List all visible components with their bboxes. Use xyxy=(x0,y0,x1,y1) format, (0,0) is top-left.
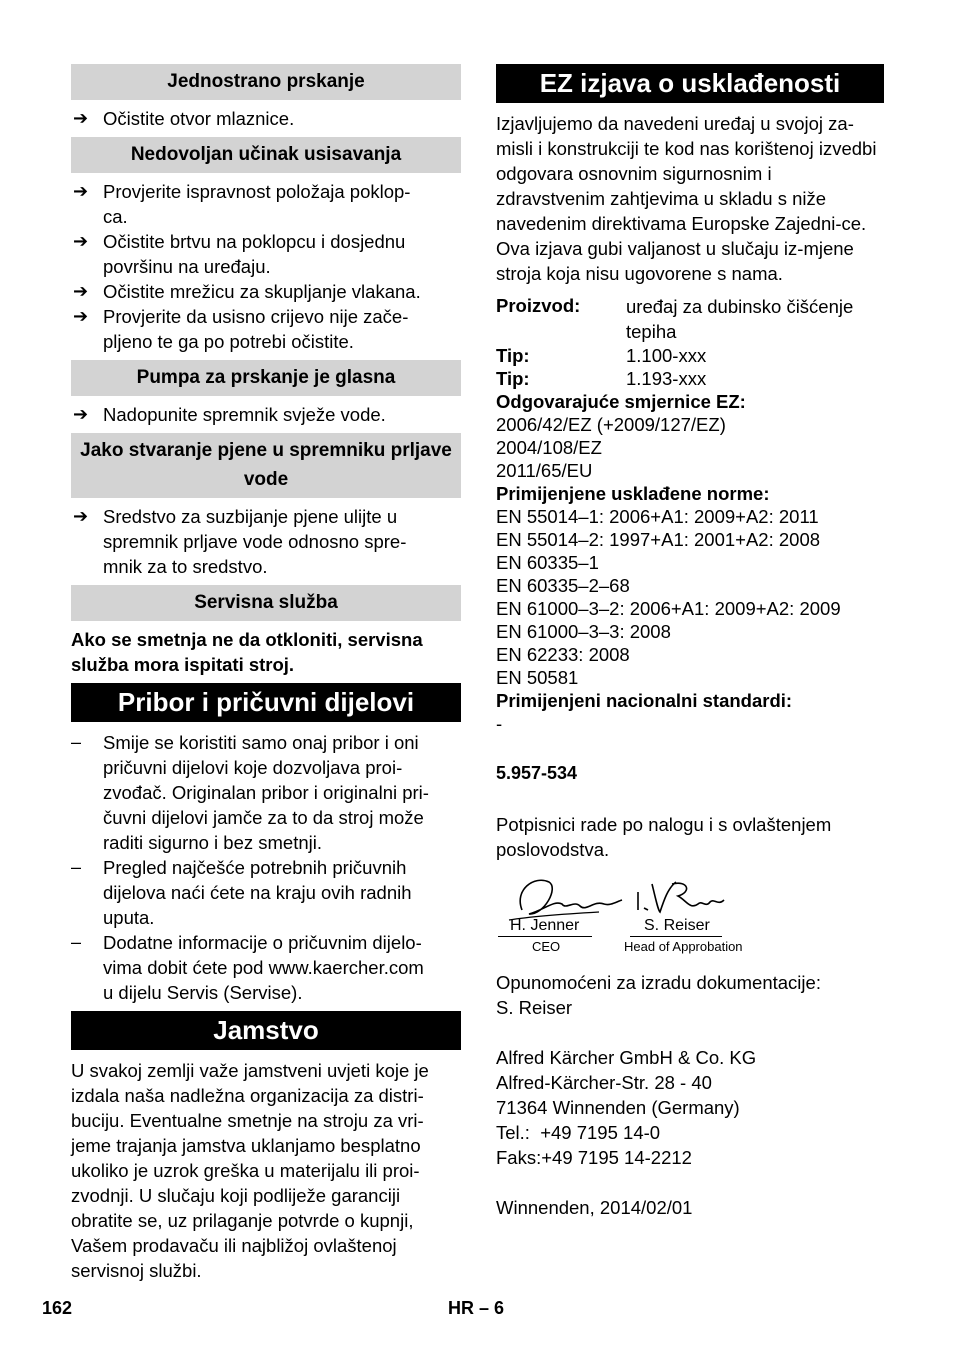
norms-label: Primijenjene usklađene norme: xyxy=(496,483,770,504)
list-item: – Dodatne informacije o pričuvnim dijelo- vima dobit ćete pod www.kaercher.com u dijelu Servis (Servise). xyxy=(71,932,424,1003)
list-item: ➔ Nadopunite spremnik svježe vode. xyxy=(73,404,386,425)
signer1-name: H. Jenner xyxy=(510,917,580,934)
company-street: Alfred-Kärcher-Str. 28 - 40 xyxy=(496,1072,712,1093)
section-title-service: Servisna služba xyxy=(71,585,461,621)
list-pump-loud xyxy=(71,402,461,427)
list-item: ➔ Provjerite da usisno crijevo nije zače- pljeno te ga po potrebi očistite. xyxy=(73,306,409,352)
signature-line xyxy=(498,936,592,937)
type-value: 1.100-xxx xyxy=(626,345,707,366)
directive-line: 2004/108/EZ xyxy=(496,437,602,458)
language-page-marker: HR – 6 xyxy=(448,1298,505,1318)
declaration-intro: Izjavljujemo da navedeni uređaj u svojoj za-misli i konstrukciji te kod nas korištenoj izvedbi odgovara osnovnim sigurnosnim i zdravstvenim zahtjevima u skladu s niže navedenim direktivama Europske Zajedni-ce. Ova izjava gubi valjanost u slučaju iz-mjene stroja koja nisu ugovorene s nama. xyxy=(496,113,877,284)
list-accessories xyxy=(71,730,461,1005)
directives-label: Odgovarajuće smjernice EZ: xyxy=(496,391,746,412)
dash-marker: – xyxy=(71,732,82,752)
section-title-pump-loud: Pumpa za prskanje je glasna xyxy=(71,360,461,396)
directive-line: 2006/42/EZ (+2009/127/EZ) xyxy=(496,414,726,435)
norm-line: EN 60335–1 xyxy=(496,552,599,573)
norm-line: EN 62233: 2008 xyxy=(496,644,630,665)
type-label: Tip: xyxy=(496,368,530,389)
arrow-right-icon: ➔ xyxy=(73,281,89,301)
section-title-foam: Jako stvaranje pjene u spremniku prljave vode xyxy=(71,433,461,498)
product-row xyxy=(496,294,884,344)
type-value: 1.193-xxx xyxy=(626,368,707,389)
product-value: uređaj za dubinsko čišćenje tepiha xyxy=(626,296,854,342)
arrow-right-icon: ➔ xyxy=(73,506,89,526)
list-suction xyxy=(71,179,461,354)
arrow-right-icon: ➔ xyxy=(73,231,89,251)
warranty-text: U svakoj zemlji važe jamstveni uvjeti koje je izdala naša nadležna organizacija za distri-buciju. Eventualne smetnje na stroju za vri-jeme trajanja jamstva uklanjamo besplatno ukoliko je uzrok greška u materijalu ili proi-zvodnji. U slučaju koji podliježe garanciji obratite se, uz prilaganje potvrde o kupnji, Vašem prodavaču ili najbližoj ovlaštenoj servisnoj službi. xyxy=(71,1060,429,1281)
heading-accessories: Pribor i pričuvni dijelovi xyxy=(71,683,461,722)
norm-line: EN 61000–3–3: 2008 xyxy=(496,621,671,642)
list-item: ➔ Sredstvo za suzbijanje pjene ulijte u spremnik prljave vode odnosno spre- mnik za to sredstvo. xyxy=(73,506,407,577)
company-fax: Faks:+49 7195 14-2212 xyxy=(496,1147,692,1168)
type-row-1 xyxy=(496,344,884,367)
declaration-spec xyxy=(496,294,884,735)
list-item: – Smije se koristiti samo onaj pribor i oni pričuvni dijelovi koje dozvoljava proi- zvođač. Originalan pribor i originalni pri- čuvni dijelovi jamče za to da stroj može raditi sigurno i bez smetnji. xyxy=(71,732,429,853)
norm-line: EN 50581 xyxy=(496,667,579,688)
dash-marker: – xyxy=(71,932,82,952)
place-date: Winnenden, 2014/02/01 xyxy=(496,1197,693,1218)
signer1-role: CEO xyxy=(532,939,561,954)
document-number: 5.957-534 xyxy=(496,763,578,783)
documentation-name: S. Reiser xyxy=(496,997,573,1018)
norm-line: EN 55014–1: 2006+A1: 2009+A2: 2011 xyxy=(496,506,819,527)
type-label: Tip: xyxy=(496,345,530,366)
national-standards-value: - xyxy=(496,713,503,734)
signer2-name: S. Reiser xyxy=(644,917,710,934)
arrow-right-icon: ➔ xyxy=(73,108,89,128)
signers-text: Potpisnici rade po nalogu i s ovlaštenjem poslovodstva. xyxy=(496,814,832,860)
company-name: Alfred Kärcher GmbH & Co. KG xyxy=(496,1047,757,1068)
section-title-suction: Nedovoljan učinak usisavanja xyxy=(71,137,461,173)
list-one-sided-spray xyxy=(71,106,461,131)
left-column xyxy=(71,64,461,1289)
type-row-2 xyxy=(496,367,884,390)
national-standards-label: Primijenjeni nacionalni standardi: xyxy=(496,690,793,711)
heading-ec-declaration: EZ izjava o usklađenosti xyxy=(496,64,884,103)
section-title-one-sided-spray: Jednostrano prskanje xyxy=(71,64,461,100)
directive-line: 2011/65/EU xyxy=(496,460,593,481)
arrow-right-icon: ➔ xyxy=(73,306,89,326)
documentation-label: Opunomoćeni za izradu dokumentacije: xyxy=(496,972,821,993)
list-item: – Pregled najčešće potrebnih pričuvnih dijelova naći ćete na kraju ovih radnih uputa. xyxy=(71,857,412,928)
signatures xyxy=(496,870,884,970)
product-label: Proizvod: xyxy=(496,295,581,316)
heading-warranty: Jamstvo xyxy=(71,1011,461,1050)
norm-line: EN 55014–2: 1997+A1: 2001+A2: 2008 xyxy=(496,529,821,550)
arrow-right-icon: ➔ xyxy=(73,181,89,201)
arrow-right-icon: ➔ xyxy=(73,404,89,424)
company-city: 71364 Winnenden (Germany) xyxy=(496,1097,740,1118)
service-text: Ako se smetnja ne da otkloniti, servisna služba mora ispitati stroj. xyxy=(71,629,423,675)
dash-marker: – xyxy=(71,857,82,877)
list-item: ➔ Očistite brtvu na poklopcu i dosjednu površinu na uređaju. xyxy=(73,231,406,277)
right-column xyxy=(496,64,884,1220)
signer2-role: Head of Approbation xyxy=(624,939,743,954)
norm-line: EN 60335–2–68 xyxy=(496,575,630,596)
list-item: ➔ Očistite otvor mlaznice. xyxy=(73,108,295,129)
list-foam xyxy=(71,504,461,579)
list-item: ➔ Očistite mrežicu za skupljanje vlakana. xyxy=(73,281,421,302)
norm-line: EN 61000–3–2: 2006+A1: 2009+A2: 2009 xyxy=(496,598,841,619)
signature-line xyxy=(630,936,722,937)
list-item: ➔ Provjerite ispravnost položaja poklop- ca. xyxy=(73,181,411,227)
page-number: 162 xyxy=(42,1298,73,1318)
company-tel: Tel.: +49 7195 14-0 xyxy=(496,1122,661,1143)
